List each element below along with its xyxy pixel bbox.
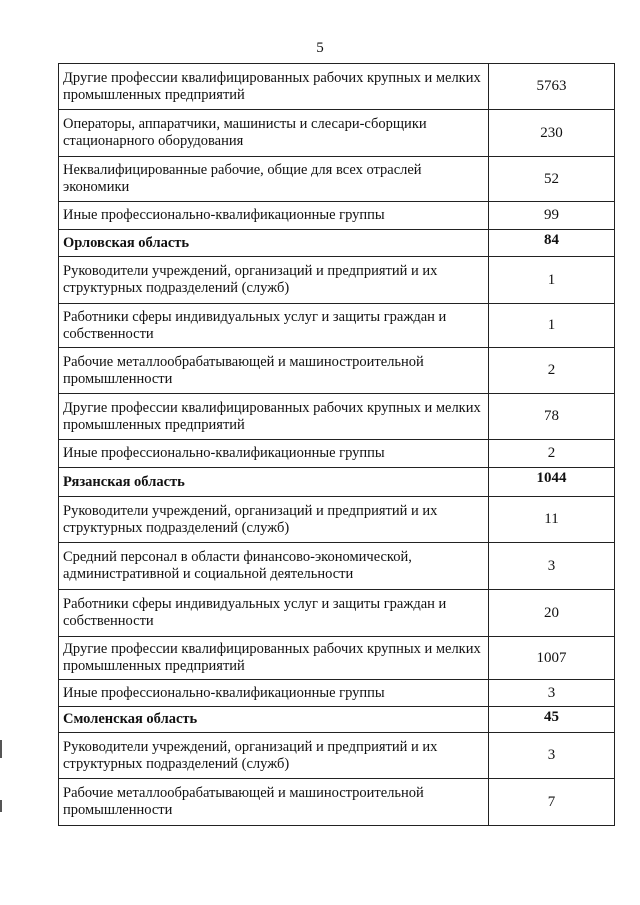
table-row (59, 202, 615, 230)
occupation-label: Руководители учреждений, организаций и предприятий и их структурных подразделений (служб) (59, 257, 489, 304)
table-row (59, 348, 615, 394)
occupation-value: 2 (489, 440, 615, 468)
table-row (59, 779, 615, 826)
occupation-label: Средний персонал в области финансово-экономической, административной и социальной деятельности (59, 543, 489, 590)
occupation-label: Другие профессии квалифицированных рабочих крупных и мелких промышленных предприятий (59, 637, 489, 680)
occupation-value: 3 (489, 543, 615, 590)
table-row (59, 543, 615, 590)
occupation-label: Руководители учреждений, организаций и предприятий и их структурных подразделений (служб) (59, 733, 489, 779)
region-name: Смоленская область (59, 707, 489, 733)
occupation-value: 52 (489, 157, 615, 202)
scan-edge-mark (0, 800, 2, 812)
scan-edge-mark (0, 740, 2, 758)
table-row (59, 733, 615, 779)
table-row (59, 110, 615, 157)
occupation-value: 1 (489, 304, 615, 348)
region-name: Орловская область (59, 230, 489, 257)
occupation-value: 2 (489, 348, 615, 394)
occupation-value: 3 (489, 733, 615, 779)
table-row (59, 497, 615, 543)
occupation-value: 1 (489, 257, 615, 304)
occupation-value: 20 (489, 590, 615, 637)
occupation-label: Другие профессии квалифицированных рабочих крупных и мелких промышленных предприятий (59, 394, 489, 440)
table-body (59, 64, 615, 826)
occupation-value: 230 (489, 110, 615, 157)
table-row (59, 590, 615, 637)
occupation-label: Рабочие металлообрабатывающей и машиностроительной промышленности (59, 779, 489, 826)
table-row (59, 157, 615, 202)
occupation-label: Иные профессионально-квалификационные группы (59, 680, 489, 707)
region-total: 1044 (489, 468, 615, 497)
occupation-value: 5763 (489, 64, 615, 110)
occupation-label: Иные профессионально-квалификационные группы (59, 440, 489, 468)
occupation-label: Иные профессионально-квалификационные группы (59, 202, 489, 230)
occupation-value: 11 (489, 497, 615, 543)
occupation-label: Работники сферы индивидуальных услуг и защиты граждан и собственности (59, 304, 489, 348)
occupation-label: Руководители учреждений, организаций и предприятий и их структурных подразделений (служб) (59, 497, 489, 543)
occupation-value: 78 (489, 394, 615, 440)
occupation-value: 99 (489, 202, 615, 230)
table-row (59, 637, 615, 680)
region-total: 84 (489, 230, 615, 257)
occupation-label: Неквалифицированные рабочие, общие для всех отраслей экономики (59, 157, 489, 202)
region-row (59, 468, 615, 497)
occupation-label: Работники сферы индивидуальных услуг и защиты граждан и собственности (59, 590, 489, 637)
region-total: 45 (489, 707, 615, 733)
statistics-table (58, 63, 615, 826)
page-number: 5 (316, 40, 324, 56)
occupation-value: 3 (489, 680, 615, 707)
table-row (59, 680, 615, 707)
occupation-label: Другие профессии квалифицированных рабочих крупных и мелких промышленных предприятий (59, 64, 489, 110)
region-row (59, 707, 615, 733)
occupation-value: 7 (489, 779, 615, 826)
occupation-label: Операторы, аппаратчики, машинисты и слесари-сборщики стационарного оборудования (59, 110, 489, 157)
occupation-value: 1007 (489, 637, 615, 680)
table-row (59, 64, 615, 110)
table-row (59, 440, 615, 468)
table-row (59, 394, 615, 440)
table-row (59, 257, 615, 304)
table-row (59, 304, 615, 348)
region-row (59, 230, 615, 257)
region-name: Рязанская область (59, 468, 489, 497)
occupation-label: Рабочие металлообрабатывающей и машиностроительной промышленности (59, 348, 489, 394)
